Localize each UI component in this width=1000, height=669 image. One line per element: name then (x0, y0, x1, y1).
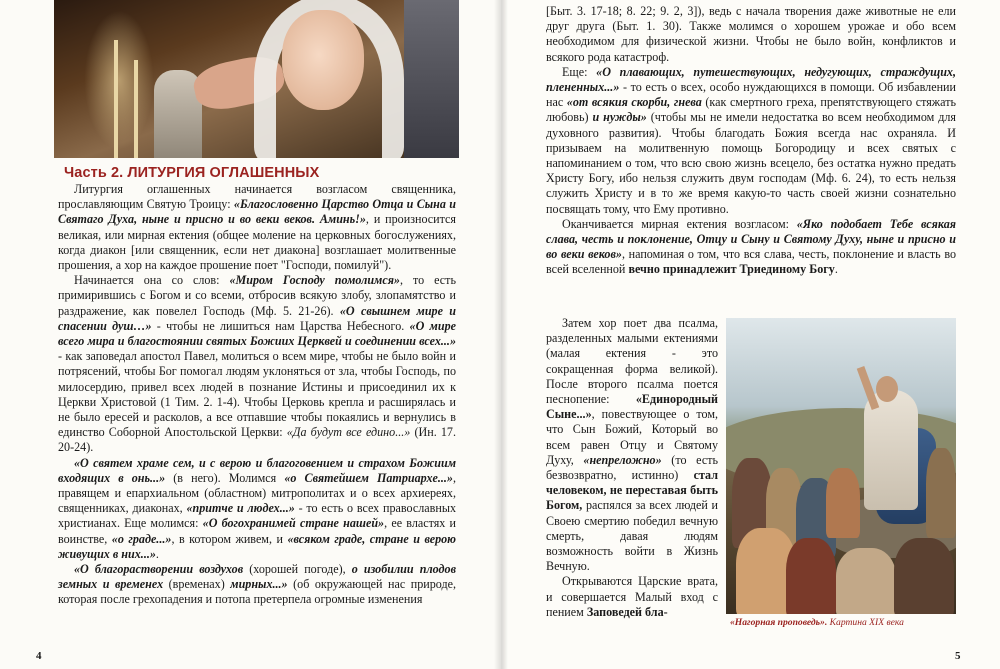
paragraph: «О благорастворении воздухов (хорошей погоде), о изобилии плодов земных и временех (временах) мирных...» (об окружающей нас природе, которая после грехопадения и потопа претерпела огромные изменения (58, 562, 457, 607)
right-narrow-column (546, 316, 718, 620)
page-number-right: 5 (955, 650, 961, 662)
paragraph: Начинается она со слов: «Миром Господу помолимся», то есть примирившись с Богом и со всеми, отбросив всякую злобу, злопамятство и раздражение, как повелел Господь (Мф. 5. 21-26). «О свышнем мире и спасении душ…» - чтобы не лишиться нам Царства Небесного. «О мире всего мира и благостоянии святых Божиих Церквей и соединении всех...» - как заповедал апостол Павел, молиться о всем мире, чтобы не было войн и потрясений, чтобы Бог помогал людям уклоняться от зла, чтобы Господь, по милосердию, привел всех людей в познание Истины и присоединил их к Церкви Христовой (1 Тим. 2. 1-4). Чтобы Церковь крепла и расширялась и не было ересей и расколов, а все отпавшие чтобы покаялись и вернулись в единство Соборной Апостольской Церкви: «Да будут все едино...» (Ин. 17. 20-24). (58, 273, 457, 455)
church-girl-photo (54, 0, 459, 158)
paragraph: Еще: «О плавающих, путешествующих, недугующих, страждущих, плененных...» - то есть о всех, особо нуждающихся в помощи. Об избавлении нас «от всякия скорби, гнева (как смертного греха, препятствующего стяжать любовь) и нужды» (чтобы мы не имели недостатка во всем необходимом для духовного развития). Чтобы благодать Божия всегда нас охраняла. И призываем на молитвенную помощь Богородицу и всех святых с напоминанием о том, что всю свою жизнь всецело, без остатка нужно предать Христу Богу, ибо нельзя служить двум господам (Мф. 6. 24), то есть нельзя служить Христу и в то же время какую-то часть своей жизни сознательно посвящать тому, что Ему противно. (546, 64, 957, 216)
painting-caption: «Нагорная проповедь». Картина XIX века (730, 617, 904, 628)
left-text-column (58, 182, 456, 608)
paragraph: Затем хор поет два псалма, разделенных малыми ектениями (малая ектения - это сокращенная форма великой). После второго псалма поется песнопение: «Единородный Сыне...», повествующее о том, что Сын Божий, Который во всем равен Отцу и Святому Духу, «непреложно» (то есть безвозвратно, истинно) стал человеком, не переставая быть Богом, распялся за всех людей и Своею смертию победил вечную смерть, давая людям возможность войти в Жизнь Вечную. (546, 316, 719, 574)
paragraph: Литургия оглашенных начинается возгласом священника, прославляющим Святую Троицу: «Благословенно Царство Отца и Сына и Святаго Духа, ныне и присно и во веки веков. Аминь!», и произносится великая, или мирная ектения (общее моление на церковных богослужениях, когда диакон [или священник, если нет диакона] возглашает молитвенные прошения, а хор на каждое прошение поет "Господи, помилуй"). (58, 182, 456, 273)
paragraph: Оканчивается мирная ектения возгласом: «Яко подобает Тебе всякая слава, честь и поклонение, Отцу и Сыну и Святому Духу, ныне и присно и во веки веков», напоминая о том, что вся слава, честь, поклонение и власть во всей вселенной вечно принадлежит Триединому Богу. (546, 216, 957, 277)
book-gutter (494, 0, 508, 669)
paragraph: Открываются Царские врата, и совершается Малый вход с пением Заповедей бла- (546, 574, 718, 619)
sermon-on-the-mount-painting (726, 318, 956, 614)
right-text-column (546, 4, 956, 278)
paragraph: [Быт. 3. 17-18; 8. 22; 9. 2, 3]), ведь с начала творения даже животные не ели друг друга (Быт. 1. 30). Также молимся о хорошем урожае и обо всем необходимом для физической жизни. Чтобы не было войн, конфликтов и всякого рода катастроф. (546, 4, 956, 64)
page-number-left: 4 (36, 650, 42, 662)
paragraph: «О святем храме сем, и с верою и благоговением и страхом Божиим входящих в онь...» (в него). Молимся «о Святейшем Патриархе...», правящем и епархиальном (областном) митрополитах и о всех архиереях, священниках, диаконах, «притче и людех...» - то есть о всех православных христианах. Еще молимся: «О богохранимей стране нашей», ее властях и воинстве, «о граде...», в котором живем, и «всяком граде, стране и верою живущих в них...». (58, 455, 457, 561)
section-heading: Часть 2. ЛИТУРГИЯ ОГЛАШЕННЫХ (64, 165, 320, 181)
